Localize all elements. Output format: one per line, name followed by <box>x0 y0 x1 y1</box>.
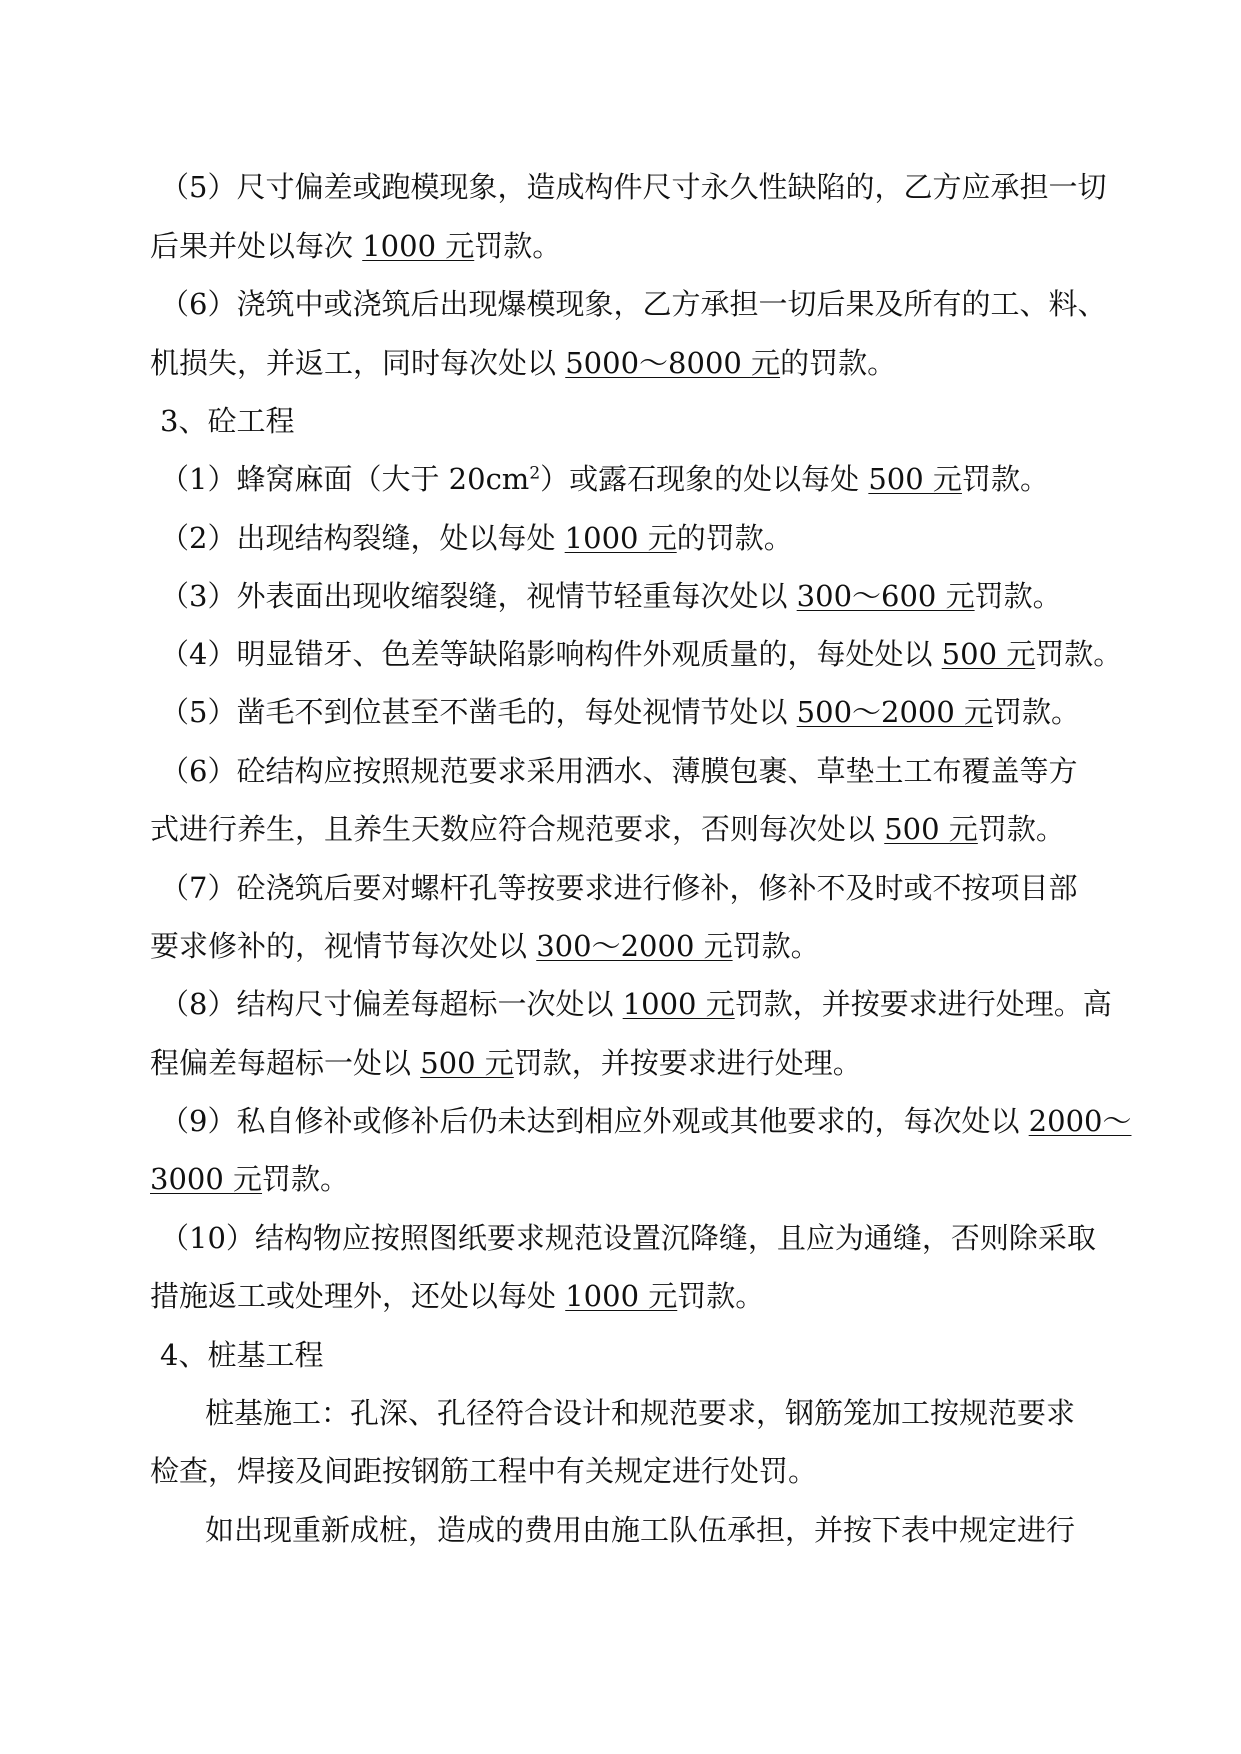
line-text: 罚款。 <box>993 695 1081 729</box>
paragraph-line <box>160 1101 1131 1141</box>
line-text: 罚款。 <box>961 462 1049 496</box>
paragraph-line <box>160 751 1077 791</box>
paragraph-line <box>150 1159 349 1199</box>
line-text: ）或露石现象的处以每处 <box>540 462 869 496</box>
paragraph-line <box>205 1510 1075 1550</box>
line-text: （2）出现结构裂缝，处以每处 <box>160 521 565 555</box>
section-heading <box>160 401 294 441</box>
line-text: 罚款，并按要求进行处理。高 <box>734 987 1112 1021</box>
line-text: 罚款。 <box>1035 637 1123 671</box>
line-text: （6）浇筑中或浇筑后出现爆模现象，乙方承担一切后果及所有的工、料、 <box>160 287 1107 321</box>
line-text: 桩基施工：孔深、孔径符合设计和规范要求，钢筋笼加工按规范要求 <box>205 1396 1076 1430</box>
paragraph-line <box>160 634 1122 674</box>
line-text: 罚款。 <box>977 812 1065 846</box>
paragraph-line <box>150 926 820 966</box>
line-text: （3）外表面出现收缩裂缝，视情节轻重每次处以 <box>160 579 797 613</box>
line-text: 措施返工或处理外，还处以每处 <box>150 1279 566 1313</box>
fine-amount: 500 元 <box>420 1046 514 1080</box>
line-text: 罚款。 <box>732 929 820 963</box>
line-text: （5）尺寸偏差或跑模现象，造成构件尺寸永久性缺陷的，乙方应承担一切 <box>160 170 1107 204</box>
paragraph-line <box>205 1393 1075 1433</box>
paragraph-line <box>160 868 1077 908</box>
fine-amount: 1000 元 <box>362 229 475 263</box>
superscript: 2 <box>529 463 541 484</box>
line-text: （1）蜂窝麻面（大于 20cm <box>160 462 530 496</box>
fine-amount: 1000 元 <box>622 987 735 1021</box>
paragraph-line <box>150 343 896 383</box>
fine-amount: 500 元 <box>941 637 1036 671</box>
line-text: （6）砼结构应按照规范要求采用洒水、薄膜包裹、草垫土工布覆盖等方 <box>160 754 1078 788</box>
paragraph-line <box>150 809 1065 849</box>
fine-amount: 500～2000 元 <box>796 695 994 729</box>
paragraph-line <box>150 1451 817 1491</box>
line-text: （9）私自修补或修补后仍未达到相应外观或其他要求的，每次处以 <box>160 1104 1029 1138</box>
paragraph-line <box>160 284 1106 324</box>
fine-amount: 1000 元 <box>564 521 677 555</box>
fine-amount: 1000 元 <box>565 1279 678 1313</box>
line-text: 机损失，并返工，同时每次处以 <box>150 346 566 380</box>
fine-amount: 300～2000 元 <box>536 929 733 963</box>
line-text: （5）凿毛不到位甚至不凿毛的，每处视情节处以 <box>160 695 797 729</box>
line-text: 罚款。 <box>677 1279 765 1313</box>
line-text: 罚款。 <box>974 579 1062 613</box>
line-text: 后果并处以每次 <box>150 229 363 263</box>
line-text: 式进行养生，且养生天数应符合规范要求，否则每次处以 <box>150 812 885 846</box>
paragraph-line <box>160 518 793 558</box>
line-text: 的罚款。 <box>676 521 793 555</box>
line-text: （10）结构物应按照图纸要求规范设置沉降缝，且应为通缝，否则除采取 <box>160 1221 1096 1255</box>
paragraph-line <box>150 1043 862 1083</box>
line-text: （7）砼浇筑后要对螺杆孔等按要求进行修补，修补不及时或不按项目部 <box>160 871 1078 905</box>
line-text: （8）结构尺寸偏差每超标一次处以 <box>160 987 623 1021</box>
line-text: 程偏差每超标一处以 <box>150 1046 421 1080</box>
line-text: 罚款，并按要求进行处理。 <box>513 1046 862 1080</box>
line-text: 检查，焊接及间距按钢筋工程中有关规定进行处罚。 <box>150 1454 818 1488</box>
line-text: 4、桩基工程 <box>160 1338 324 1372</box>
fine-amount: 300～600 元 <box>796 579 975 613</box>
paragraph-line <box>150 226 561 266</box>
paragraph-line <box>160 692 1080 732</box>
paragraph-line <box>160 1218 1096 1258</box>
paragraph-line <box>160 984 1112 1024</box>
line-text: 罚款。 <box>262 1162 350 1196</box>
line-text: 要求修补的，视情节每次处以 <box>150 929 537 963</box>
paragraph-line <box>160 167 1106 207</box>
line-text: （4）明显错牙、色差等缺陷影响构件外观质量的，每处处以 <box>160 637 942 671</box>
line-text: 3、砼工程 <box>160 404 295 438</box>
paragraph-line <box>160 459 1049 499</box>
fine-amount: 3000 元 <box>150 1162 263 1196</box>
line-text: 的罚款。 <box>780 346 897 380</box>
fine-amount: 500 元 <box>884 812 978 846</box>
fine-amount: 500 元 <box>868 462 962 496</box>
paragraph-line <box>160 576 1062 616</box>
line-text: 如出现重新成桩，造成的费用由施工队伍承担，并按下表中规定进行 <box>205 1513 1076 1547</box>
paragraph-line <box>150 1276 764 1316</box>
section-heading <box>160 1335 323 1375</box>
fine-amount: 2000～ <box>1028 1104 1132 1138</box>
line-text: 罚款。 <box>474 229 562 263</box>
fine-amount: 5000～8000 元 <box>565 346 781 380</box>
